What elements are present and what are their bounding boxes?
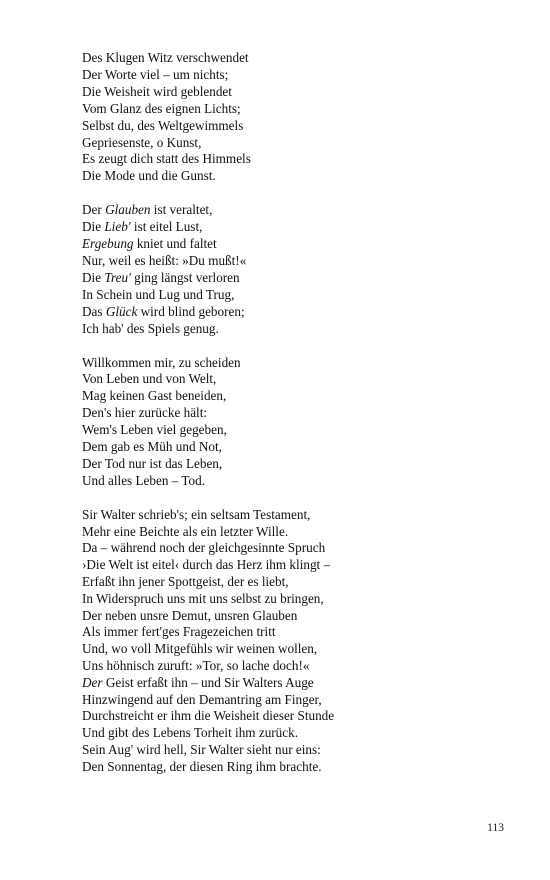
prose-line: Erfaßt ihn jener Spottgeist, der es liebt, [82,573,289,589]
verse-line: Mag keinen Gast beneiden, [82,388,227,404]
prose-line: Der Geist erfaßt ihn – und Sir Walters Auge [82,674,314,690]
verse-line: Die Treu' ging längst verloren [82,269,240,285]
verse-line: In Schein und Lug und Trug, [82,286,235,302]
stanza-2 [82,202,502,337]
prose-line: Als immer fert'ges Fragezeichen tritt [82,624,276,640]
prose-passage [82,507,502,776]
verse-line: Gepriesenste, o Kunst, [82,134,202,150]
prose-line: Mehr eine Beichte als ein letzter Wille. [82,523,289,539]
verse-line: Und alles Leben – Tod. [82,472,205,488]
verse-line: Der Tod nur ist das Leben, [82,455,223,471]
verse-line: Der Worte viel – um nichts; [82,66,229,82]
prose-line: Durchstreicht er ihm die Weisheit dieser Stunde [82,708,335,724]
verse-line: Die Weisheit wird geblendet [82,83,232,99]
verse-line: Nur, weil es heißt: »Du mußt!« [82,252,247,268]
verse-line: Die Mode und die Gunst. [82,168,216,184]
verse-line: Selbst du, des Weltgewimmels [82,117,244,133]
prose-line: In Widerspruch uns mit uns selbst zu bringen, [82,590,324,606]
prose-line: ›Die Welt ist eitel‹ durch das Herz ihm klingt – [82,557,331,573]
prose-line: Hinzwingend auf den Demantring am Finger, [82,691,322,707]
prose-line: Und, wo voll Mitgefühls wir weinen wollen, [82,641,318,657]
verse-line: Willkommen mir, zu scheiden [82,354,241,370]
verse-line: Den's hier zurücke hält: [82,405,208,421]
verse-line: Dem gab es Müh und Not, [82,439,222,455]
verse-line: Es zeugt dich statt des Himmels [82,151,251,167]
verse-line: Das Glück wird blind geboren; [82,303,245,319]
page-number: 113 [487,822,504,834]
prose-line: Sein Aug' wird hell, Sir Walter sieht nur eins: [82,741,321,757]
verse-line: Die Lieb' ist eitel Lust, [82,219,203,235]
prose-line: Uns höhnisch zuruft: »Tor, so lache doch!« [82,657,310,673]
verse-line: Des Klugen Witz verschwendet [82,50,249,65]
verse-line: Ergebung kniet und faltet [82,236,217,252]
stanza-1 [82,50,502,185]
prose-line: Und gibt des Lebens Torheit ihm zurück. [82,725,299,741]
verse-line: Der Glauben ist veraltet, [82,202,213,218]
prose-line: Der neben unsre Demut, unsren Glauben [82,607,298,623]
prose-line: Den Sonnentag, der diesen Ring ihm brachte. [82,758,322,774]
verse-line: Wem's Leben viel gegeben, [82,422,227,438]
verse-line: Vom Glanz des eignen Lichts; [82,100,241,116]
poem-stanzas [82,50,502,490]
stanza-3 [82,355,502,490]
prose-line: Sir Walter schrieb's; ein seltsam Testament, [82,506,311,522]
verse-line: Ich hab' des Spiels genug. [82,320,219,336]
prose-line: Da – während noch der gleichgesinnte Spruch [82,540,326,556]
page-body [82,50,502,793]
verse-line: Von Leben und von Welt, [82,371,217,387]
